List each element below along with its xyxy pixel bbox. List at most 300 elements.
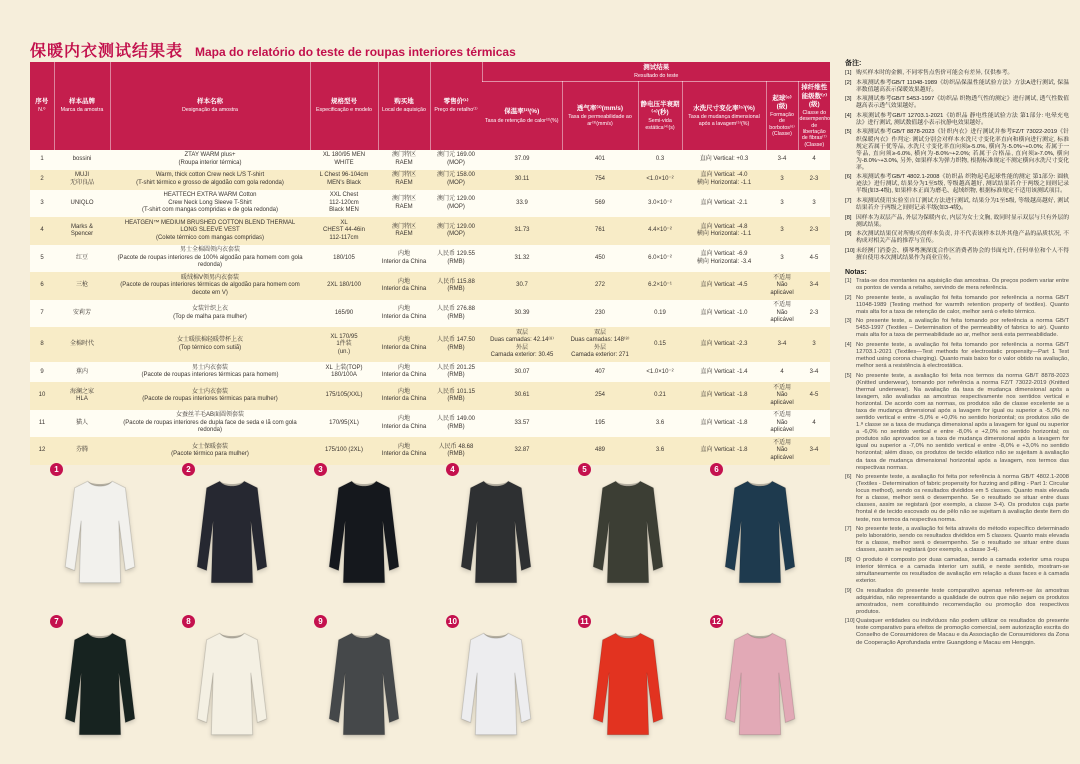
cell-spec: 165/90 <box>334 309 354 316</box>
cell-wash <box>682 382 766 410</box>
col-header-brand-pt: Marca da amostra <box>60 107 104 114</box>
cell-wash <box>682 327 766 362</box>
cell-place <box>378 217 430 245</box>
note-marker: [7] <box>845 526 852 533</box>
note-text: Quaisquer entidades ou indivíduos não podem utilizar os resultados do presente teste comparativo para efeitos de promoção comercial, sem autorização escrita do Conselho de Consumidores de Macau e da Associação de Consumidores da Zona de Cooperação Aprofundada entre Guangdong e Macau em Hengqin. <box>856 618 1069 646</box>
shirt-photo-icon <box>185 624 279 744</box>
cell-price <box>430 245 482 273</box>
col-group-test-results <box>482 62 830 82</box>
note-marker: [1] <box>845 70 852 76</box>
cell-name <box>110 190 310 218</box>
note-marker: [3] <box>845 96 852 103</box>
cell-no: 1 <box>40 156 44 163</box>
col-header-name-zh: 样本名称 <box>197 98 223 106</box>
cell-line: 内地 <box>397 416 410 423</box>
cell-line: 人民币 129.55 <box>436 251 476 258</box>
note-marker: [5] <box>845 372 852 379</box>
sample-photo-8 <box>166 612 298 756</box>
cell-price <box>430 410 482 438</box>
cell-static: 4.4×10⁻² <box>648 227 672 234</box>
note-text: No presente teste, a avaliação foi feita tomando por referência a norma GB/T 5453-1997 (Textiles – Determination of the permeability of fabrics to air). Quanto mais alta for a taxa de permeabilidade ao ar, melhor será esta permeabilidade. <box>856 318 1069 339</box>
cell-line: 不适用 <box>772 274 791 281</box>
cell-place <box>378 327 430 362</box>
cell-line: XL <box>340 219 348 226</box>
table-row-sample-2 <box>30 170 830 190</box>
table-row-sample-4 <box>30 217 830 245</box>
cell-price <box>430 362 482 382</box>
sample-photo-6 <box>694 460 826 604</box>
col-header-price-zh: 零售价⁽¹⁾ <box>443 98 469 106</box>
note-text: 本项测试使用实验室自订测试方法进行测试, 结果分为1至5级, 等级越高越好, 测试结果若介于两级之间则记录半级(如3-4级)。 <box>856 198 1069 212</box>
col-header-warmth <box>482 82 562 150</box>
cell-price <box>430 382 482 410</box>
col-header-fiber <box>798 82 830 150</box>
cell-air <box>562 327 638 362</box>
table-row-sample-3 <box>30 190 830 218</box>
note-pt-7 <box>845 526 1069 554</box>
note-text: No presente teste, a avaliação foi feita por referência à norma GB/T 4802.1-2008 (Textiles - Determination of fabric propensity for fuzzing and pilling - Part 1: Circular locus method), sendo os resultados divididos em 5 classes. Quanto mais elevada for a classe, melhor será o desempenho. Se o resultado se situar entre duas classes, assim se registará (por exemplo, a classe 3-4). Os produtos cuja parte frontal é de tecido escovado ou de pêlo não se sujeitam à avaliação deste item do teste, nos termos da respectiva norma. <box>856 474 1069 523</box>
cell-line: XL 上装(TOP) <box>325 364 363 371</box>
cell-line: 外层 <box>515 344 528 351</box>
cell-line: HLA <box>76 396 88 403</box>
cell-line: 内地 <box>397 278 410 285</box>
cell-line: HEATTECH EXTRA WARM Cotton <box>163 192 257 199</box>
note-text: 因样本为双层产品, 外层为保暖内衣, 内层为女士文胸, 故同时显示双层与只有外层的测试结果。 <box>856 214 1069 228</box>
cell-pilling: 3 <box>780 227 784 234</box>
cell-static: 3.0×10⁻² <box>648 199 672 206</box>
cell-line: 女士内衣套装 <box>191 388 228 395</box>
cell-place <box>378 190 430 218</box>
cell-fiber: 3-4 <box>809 447 819 454</box>
col-header-place-zh: 购买地 <box>394 98 414 106</box>
col-header-air-zh: 透气率⁽³⁾(mm/s) <box>576 105 624 113</box>
col-header-wash-pt: Taxa de mudança dimensional após a lavagem⁽⁵⁾(%) <box>688 114 760 127</box>
cell-brand <box>54 382 110 410</box>
cell-line: Não aplicável <box>770 309 794 324</box>
cell-line: 澳门特区 <box>391 172 416 179</box>
cell-line: Interior da China <box>381 396 427 403</box>
cell-line: 内地 <box>397 337 410 344</box>
cell-place <box>378 272 430 300</box>
cell-brand: UNIQLO <box>70 199 94 206</box>
col-header-pilling-pt: Formação de borbotos⁽⁶⁾(Classe) <box>769 112 795 138</box>
cell-place <box>378 382 430 410</box>
cell-line: (Pacote de roupas interiores térmicas para homem) <box>141 372 279 379</box>
cell-spec: 180/105 <box>333 254 355 261</box>
cell-spec <box>310 170 378 190</box>
notes-label-pt: Notas: <box>845 269 867 276</box>
cell-line: 男士内衣套装 <box>191 364 228 371</box>
col-header-place-pt: Local de aquisição <box>382 107 426 114</box>
table-row-sample-11 <box>30 410 830 438</box>
cell-line: 直向 Vertical: -1.8 <box>700 419 748 426</box>
cell-line: (Pacote de roupas interiores térmicas para mulher) <box>142 396 278 403</box>
cell-line: RAEM <box>395 159 413 166</box>
cell-air: 569 <box>594 199 605 206</box>
cell-static: 6.0×10⁻² <box>648 254 672 261</box>
note-zh-9 <box>845 231 1069 245</box>
cell-no: 5 <box>40 254 44 261</box>
cell-no: 6 <box>40 282 44 289</box>
col-header-static-pt: Semi-vida estática⁽⁴⁾(s) <box>645 118 675 131</box>
cell-no: 9 <box>40 368 44 375</box>
cell-price <box>430 217 482 245</box>
cell-fiber: 3 <box>812 341 816 348</box>
cell-name <box>110 410 310 438</box>
cell-pilling <box>766 300 798 328</box>
cell-spec <box>310 362 378 382</box>
cell-name <box>110 327 310 362</box>
cell-wash <box>682 170 766 190</box>
cell-air: 401 <box>594 156 605 163</box>
cell-wash <box>682 410 766 438</box>
cell-no: 10 <box>38 392 46 399</box>
note-text: 本项测试参考GB/T 5453-1997《纺织品 织物透气性的测定》进行测试, 透气性数值越高表示透气效果越好。 <box>856 96 1069 110</box>
col-header-fiber-zh: 掉纤维性能级数⁽⁷⁾(级) <box>801 84 828 108</box>
cell-line: 内地 <box>397 251 410 258</box>
cell-name <box>110 150 310 170</box>
cell-price <box>430 272 482 300</box>
cell-brand: 猫人 <box>75 419 88 426</box>
cell-static: 3.6 <box>655 419 665 426</box>
cell-line: Crew Neck Long Sleeve T-Shirt <box>168 199 252 206</box>
cell-line: ZTAY WARM plus+ <box>184 152 236 159</box>
sample-number-badge: 7 <box>50 615 63 628</box>
note-text: 本项测试参考GB/T 12703.1-2021《纺织品 静电性能试验方法 第1部分: 电晕充电法》进行测试, 测试数值越小表示抗静电效果越好。 <box>856 112 1069 126</box>
cell-line: 直向 Vertical: -6.9 <box>700 251 748 258</box>
cell-line: 澳门元 158.00 <box>436 172 476 179</box>
cell-line: 直向 Vertical: -4.0 <box>700 172 748 179</box>
cell-air: 230 <box>594 309 605 316</box>
cell-line: Spencer <box>70 231 94 238</box>
cell-line: 澳门元 129.00 <box>436 196 476 203</box>
cell-line: Marks & <box>70 223 93 230</box>
note-zh-2 <box>845 80 1069 94</box>
cell-spec <box>310 327 378 362</box>
cell-no: 8 <box>40 341 44 348</box>
sample-photo-12 <box>694 612 826 756</box>
cell-brand: 芬腾 <box>75 447 88 454</box>
cell-warmth: 32.87 <box>514 447 530 454</box>
note-text: No presente teste, a avaliação foi feita tomando por referência a norma GB/T 11048-1989 (Testing method for warmth retention property of textiles). Quanto mais alta for a taxa de retenção de calor, melhor será o efeito térmico. <box>856 294 1069 315</box>
cell-line: 横向 Horizontal: -3.4 <box>696 258 752 265</box>
cell-name <box>110 217 310 245</box>
note-text: 本项测试参考GB/T 8878-2023《针织内衣》进行测试并参考FZ/T 73022-2019《针织保暖内衣》作判定: 测试分别会对样本水洗尺寸变化率直向和横向进行测定, 标准规定若属于优等品, 水洗尺寸变化率直向须≥-5.0%, 横向为-5.0%~+0.0%; 若属于一等品, 直向须≥-6.0%, 横向为-8.0%~+2.0%; 若属于合格品, 直向须≥-7.0%, 横向为-8.0%~+3.0%, 另外, 如果样本为弹力织物, 根据标准规定不测定横向水洗尺寸变化率。 <box>856 129 1069 171</box>
note-text: 本项测试参考GB/T 4802.1-2008《纺织品 织物起毛起球性能的测定 第1部分: 圆轨迹法》进行测试, 结果分为1至5级, 等级越高越好, 测试结果若介于两级之间则记录半级(如3-4级), 如果样本正面为磨毛、起绒织物, 根据标准规定不适用该测试项目。 <box>856 174 1069 195</box>
col-header-no <box>30 62 54 150</box>
cell-line: 双层 <box>593 329 606 336</box>
shirt-photo-icon <box>185 472 279 592</box>
sample-number-badge: 12 <box>710 615 723 628</box>
shirt-photo-icon <box>581 472 675 592</box>
sample-photo-3 <box>298 460 430 604</box>
cell-line: 不适用 <box>772 439 791 446</box>
cell-line: 直向 Vertical: -2.3 <box>700 341 748 348</box>
cell-line: 不适用 <box>772 384 791 391</box>
col-header-static <box>638 82 682 150</box>
cell-line: Interior da China <box>381 344 427 351</box>
note-text: No presente teste, a avaliação foi feita nos termos da norma GB/T 8878-2023 (Knitted underwear), tomando por referência a norma FZ/T 73022-2019 (Knitted thermal underwear). Na avaliação da taxa de mudança dimensional após a lavagem, são avaliadas as amostras respectivamente nos sentidos vertical e horizontal. De acordo com as normas, os produtos são de classe excelente se a taxa de mudança dimensional após a lavagem for igual ou superior a -5,0% no sentido vertical e entre -5,0% e +0,0% no sentido horizontal; os produtos são de 1.ª classe se a taxa de mudança dimensional após a lavagem for igual ou superior a -6,0% no sentido vertical e entre -8,0% e +2,0% no sentido horizontal; os produtos são aprovados se a taxa de mudança dimensional após a lavagem for igual ou superior a -7,0% no sentido vertical e entre -8,0% e +3,0% no sentido horizontal; além disso, os produtos de tecido elástico não se sujeitam à avaliação da taxa de mudança dimensional horizontal após a lavagem, nos termos das respectivas normas. <box>856 372 1069 471</box>
note-pt-6 <box>845 474 1069 523</box>
sample-number-badge: 8 <box>182 615 195 628</box>
cell-line: (MOP) <box>447 179 465 186</box>
col-header-warmth-zh: 保温率⁽²⁾(%) <box>504 108 540 116</box>
note-marker: [10] <box>845 618 855 625</box>
note-zh-8 <box>845 215 1069 229</box>
note-text: No presente teste, a avaliação foi feita tomando por referência a norma GB/T 12703.1-2021 (Textiles—Test methods for electrostatic propensity—Part 1 Test method using corona charging). Quanto mais baixo for o valor obtido na avaliação, melhor será a resistência à electrostática. <box>856 342 1069 370</box>
cell-line: 内地 <box>397 306 410 313</box>
page-title-zh: 保暖内衣测试结果表 <box>30 43 184 60</box>
cell-line: Interior da China <box>381 286 427 293</box>
cell-line: Warm, thick cotton Crew neck L/S T-shirt <box>155 172 265 179</box>
table-row-sample-10 <box>30 382 830 410</box>
cell-line: (Top térmico com sutiã) <box>178 344 242 351</box>
cell-static: <1.0×10⁻² <box>646 368 674 375</box>
note-marker: [1] <box>845 278 852 284</box>
cell-line: (RMB) <box>447 313 465 320</box>
cell-line: (Pacote de roupas interiores de dupla face de seda e lã com gola redonda) <box>123 419 297 434</box>
cell-warmth: 31.32 <box>514 254 530 261</box>
cell-line: 女士暖肤棉轻暖带杯上衣 <box>176 337 243 344</box>
note-pt-9 <box>845 588 1069 616</box>
cell-name <box>110 245 310 273</box>
cell-place <box>378 245 430 273</box>
cell-fiber: 3 <box>812 199 816 206</box>
shirt-photo-icon <box>317 472 411 592</box>
cell-line: 直向 Vertical: -4.5 <box>700 282 748 289</box>
cell-wash <box>682 272 766 300</box>
table-row-sample-1 <box>30 150 830 170</box>
cell-line: (Pacote de roupas interiores térmicas de algodão para homem com decote em V) <box>120 282 300 296</box>
col-header-spec <box>310 62 378 150</box>
cell-line: (Pacote de roupas interiores de 100% algodão para homem com gola redonda) <box>117 254 303 269</box>
page-title-pt: Mapa do relatório do teste de roupas interiores térmicas <box>195 45 516 59</box>
cell-line: RAEM <box>395 231 413 238</box>
sample-photo-2 <box>166 460 298 604</box>
note-marker: [5] <box>845 129 852 136</box>
col-group-test-results-zh: 测试结果 <box>643 64 670 71</box>
col-header-air-pt: Taxa de permeabilidade ao ar⁽³⁾(mm/s) <box>568 114 632 127</box>
note-pt-3 <box>845 318 1069 339</box>
page-title <box>30 38 516 61</box>
cell-line: MUJI <box>75 172 89 179</box>
cell-line: (RMB) <box>447 258 465 265</box>
cell-warmth: 33.9 <box>516 199 528 206</box>
cell-line: 澳门元 169.00 <box>436 152 476 159</box>
cell-line: (RMB) <box>447 344 465 351</box>
sample-number-badge: 2 <box>182 463 195 476</box>
cell-line: 内地 <box>397 443 410 450</box>
col-header-price-pt: Preço de retalho⁽¹⁾ <box>434 107 478 114</box>
col-header-price <box>430 62 482 150</box>
cell-static: 0.19 <box>654 309 666 316</box>
note-text: 未经澳门消委会、横琴粤澳深度合作区消费者协会的书面允许, 任何单位和个人不得擅自使用本次测试结果作为商业宣传。 <box>856 247 1069 261</box>
cell-line: (RMB) <box>447 423 465 430</box>
cell-line: 直向 Vertical: -1.0 <box>700 309 748 316</box>
cell-warmth: 37.09 <box>514 156 530 163</box>
cell-air: 489 <box>594 447 605 454</box>
table-row-sample-9 <box>30 362 830 382</box>
cell-fiber: 2-3 <box>809 309 819 316</box>
cell-line: 直向 Vertical: -1.8 <box>700 392 748 399</box>
cell-line: (RMB) <box>447 451 465 458</box>
note-zh-7 <box>845 198 1069 212</box>
cell-line: 澳门元 129.00 <box>436 223 476 230</box>
cell-line: 女士保暖套装 <box>191 443 228 450</box>
sample-number-badge: 5 <box>578 463 591 476</box>
cell-line: XL 180/95 MEN <box>322 152 366 159</box>
sample-number-badge: 6 <box>710 463 723 476</box>
cell-line: 直向 Vertical: -4.8 <box>700 223 748 230</box>
col-header-wash-zh: 水洗尺寸变化率⁽⁵⁾(%) <box>693 105 755 113</box>
cell-line: 180/100A <box>331 372 357 379</box>
cell-line: Interior da China <box>381 451 427 458</box>
cell-place <box>378 170 430 190</box>
cell-pilling <box>766 382 798 410</box>
cell-brand: 蕉内 <box>75 368 88 375</box>
test-results-table <box>30 62 830 465</box>
cell-static: 6.2×10⁻¹ <box>648 282 672 289</box>
cell-no: 7 <box>40 309 44 316</box>
cell-pilling: 4 <box>780 368 784 375</box>
cell-line: Black MEN <box>329 207 359 214</box>
cell-warmth: 30.7 <box>516 282 528 289</box>
cell-air: 195 <box>594 419 605 426</box>
cell-line: 112-120cm <box>329 199 359 206</box>
col-header-pilling-zh: 起球⁽⁶⁾(级) <box>772 94 792 110</box>
cell-warmth <box>482 327 562 362</box>
cell-warmth: 30.61 <box>514 392 530 399</box>
cell-air: 754 <box>594 176 605 183</box>
cell-line: 内地 <box>397 388 410 395</box>
cell-warmth: 33.57 <box>514 419 530 426</box>
cell-line: 双层 <box>515 329 528 336</box>
cell-no: 12 <box>38 447 46 454</box>
cell-line: Não aplicável <box>770 447 794 461</box>
shirt-photo-icon <box>317 624 411 744</box>
header-row-1 <box>30 62 830 82</box>
cell-pilling: 3 <box>780 176 784 183</box>
notes-label-zh: 备注: <box>845 60 862 67</box>
col-header-spec-zh: 规格型号 <box>331 98 357 106</box>
cell-no: 2 <box>40 176 44 183</box>
col-header-no-zh: 序号 <box>35 98 49 106</box>
cell-static: 0.21 <box>654 392 666 399</box>
cell-line: (Pacote térmico para mulher) <box>171 451 249 458</box>
cell-line: (MOP) <box>447 203 465 210</box>
cell-name <box>110 170 310 190</box>
notes-panel <box>845 58 1069 649</box>
note-zh-1 <box>845 70 1069 77</box>
cell-line: 女蚕丝羊毛AB面圆领套装 <box>175 412 244 419</box>
cell-pilling <box>766 410 798 438</box>
cell-spec: 175/100 (2XL) <box>324 447 364 454</box>
cell-static: 3.6 <box>655 447 665 454</box>
note-marker: [8] <box>845 214 852 221</box>
cell-line: 无印良品 <box>69 179 94 186</box>
cell-fiber: 4 <box>812 419 816 426</box>
sample-number-badge: 4 <box>446 463 459 476</box>
sample-photo-1 <box>34 460 166 604</box>
notes-section-zh <box>845 58 1069 262</box>
cell-pilling: 3 <box>780 254 784 261</box>
cell-place <box>378 300 430 328</box>
col-header-name <box>110 62 310 150</box>
cell-line: 男士全棉圆领内衣套装 <box>179 247 240 254</box>
cell-line: (Roupa interior térmica) <box>178 159 242 166</box>
cell-line: 澳门特区 <box>391 196 416 203</box>
cell-line: 人民币 276.88 <box>436 306 476 313</box>
cell-line: Não aplicável <box>770 282 794 296</box>
note-pt-8 <box>845 557 1069 585</box>
cell-price <box>430 190 482 218</box>
cell-pilling: 3-4 <box>777 156 787 163</box>
cell-line: 人民币 48.68 <box>438 443 474 450</box>
cell-line: (Top de malha para mulher) <box>173 313 247 320</box>
table-header <box>30 62 830 150</box>
cell-line: RAEM <box>395 203 413 210</box>
note-marker: [4] <box>845 342 852 348</box>
cell-line: 人民币 149.00 <box>436 416 476 423</box>
cell-brand: 三枪 <box>75 282 88 289</box>
note-marker: [8] <box>845 556 852 563</box>
cell-line: CHEST 44-46in <box>323 227 365 234</box>
cell-wash <box>682 245 766 273</box>
cell-spec <box>310 150 378 170</box>
col-header-pilling <box>766 82 798 150</box>
cell-line: RAEM <box>395 179 413 186</box>
note-text: 本次测试结果仅对所购买的样本负责, 并不代表该样本以外其他产品的品质状况, 不构成对相关产品的推荐与宣传。 <box>856 231 1069 245</box>
cell-wash <box>682 300 766 328</box>
col-header-fiber-pt: Classe do desempenho de libertação de fibras⁽⁷⁾(Classe) <box>799 109 831 148</box>
note-marker: [9] <box>845 231 852 238</box>
cell-wash <box>682 362 766 382</box>
cell-name <box>110 362 310 382</box>
cell-line: 不适用 <box>772 302 791 309</box>
table-row-sample-6 <box>30 272 830 300</box>
table-body <box>30 150 830 465</box>
cell-spec: 175/105(XXL) <box>325 392 363 399</box>
cell-place <box>378 362 430 382</box>
cell-fiber: 4 <box>812 156 816 163</box>
cell-line: WHITE <box>334 159 354 166</box>
cell-line: 海澜之家 <box>69 388 94 395</box>
cell-line: L Chest 96-104cm <box>319 172 369 179</box>
cell-line: XL 170/95 <box>330 333 358 340</box>
cell-line: Duas camadas: 148⁽⁸⁾ <box>570 337 630 344</box>
cell-line: HEATGEN™ MEDIUM BRUSHED COTTON BLEND THERMAL <box>124 219 296 226</box>
cell-line: 澳门特区 <box>391 152 416 159</box>
col-header-wash <box>682 82 766 150</box>
col-header-static-zh: 静电压半衰期⁽⁴⁾(秒) <box>640 101 680 117</box>
sample-number-badge: 3 <box>314 463 327 476</box>
cell-line: 直向 Vertical: -1.8 <box>700 447 748 454</box>
cell-air: 761 <box>594 227 605 234</box>
cell-line: Camada exterior: 30.45 <box>490 352 554 359</box>
col-header-place <box>378 62 430 150</box>
cell-price <box>430 170 482 190</box>
cell-price <box>430 327 482 362</box>
cell-spec: 170/95(XL) <box>329 419 359 426</box>
shirt-photo-icon <box>449 624 543 744</box>
note-marker: [6] <box>845 174 852 181</box>
note-marker: [10] <box>845 247 855 254</box>
note-text: 本项测试参考GB/T 11048-1989《纺织品保温性能试验方法》方法A进行测试, 保温率数值越高表示保暖效果越好。 <box>856 79 1069 93</box>
cell-line: Interior da China <box>381 423 427 430</box>
note-zh-3 <box>845 96 1069 110</box>
cell-line: 人民币 115.88 <box>437 278 475 285</box>
table-row-sample-7 <box>30 300 830 328</box>
